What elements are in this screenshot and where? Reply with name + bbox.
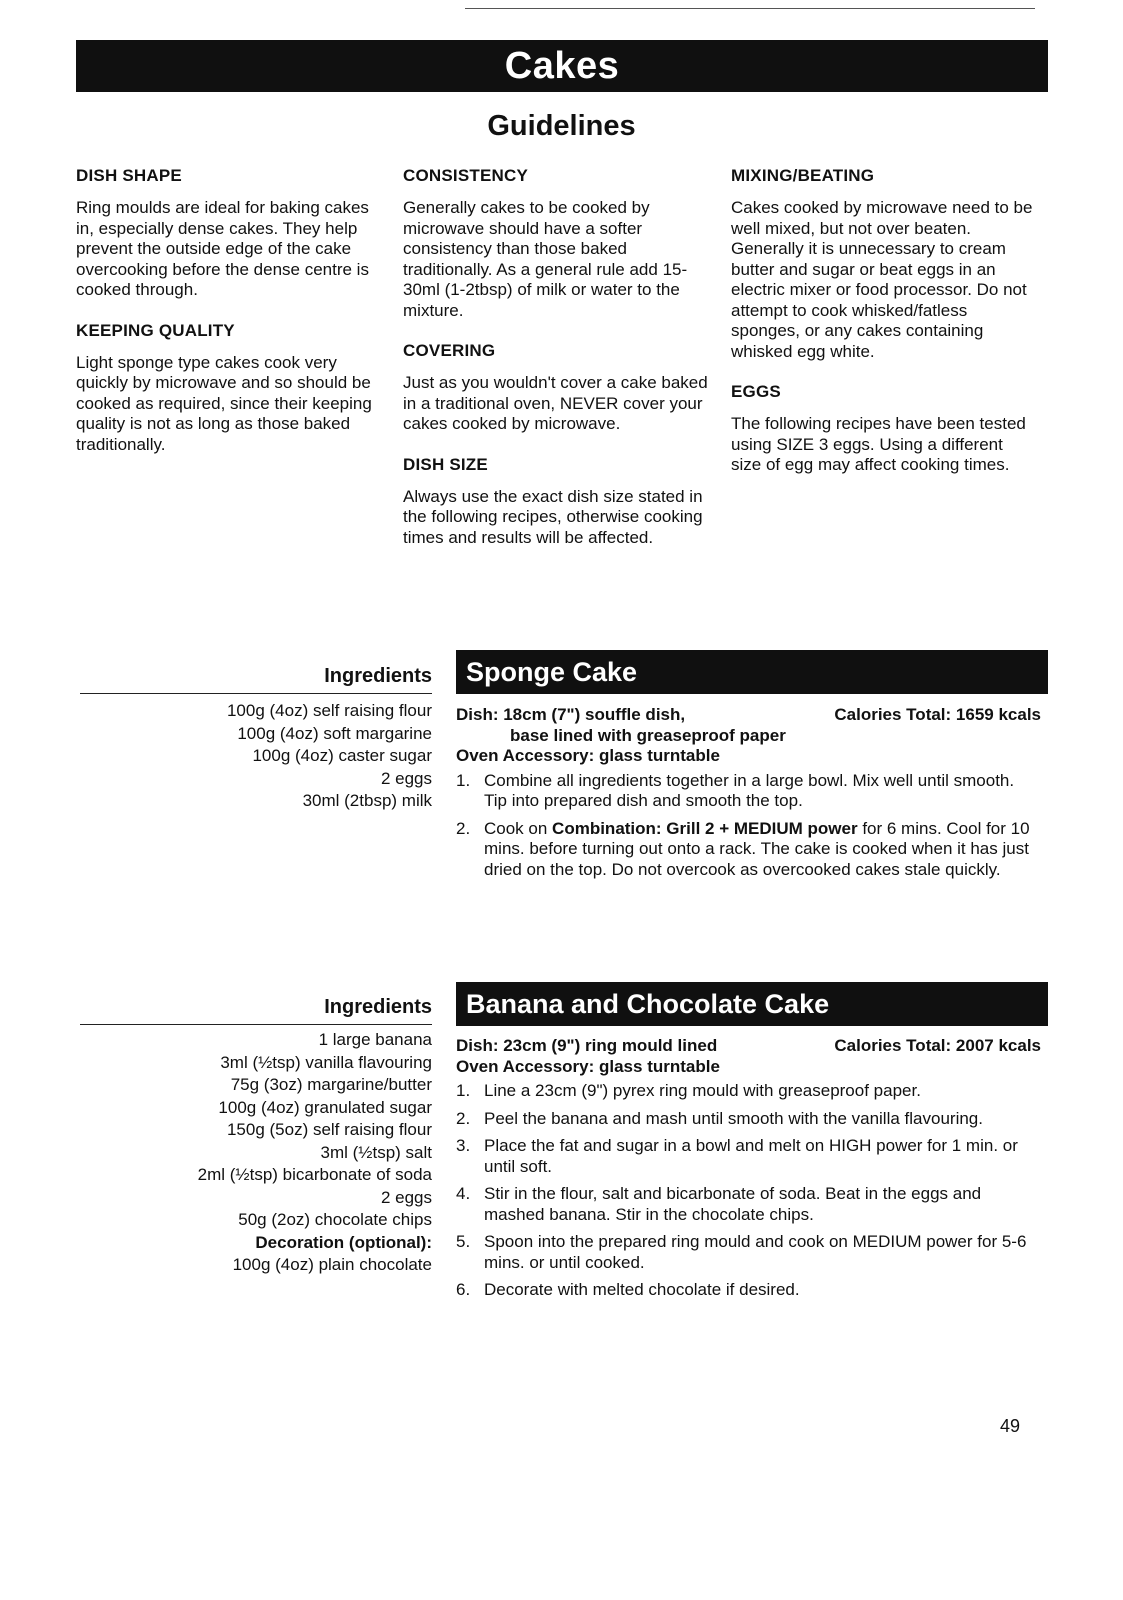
keeping-quality-heading: KEEPING QUALITY [76,320,235,340]
step-number: 1. [456,770,471,790]
dish-size-heading: DISH SIZE [403,454,488,474]
dish-size-text: Always use the exact dish size stated in the following recipes, otherwise cooking times and results will be affected. [403,486,703,547]
sponge-cake-method [456,705,1041,887]
banana-steps [456,1081,1041,1301]
step-number: 2. [456,1108,471,1128]
ingredient-item: 2 eggs [380,768,432,788]
guidelines-column-1 [76,166,381,475]
method-step [456,1280,1041,1301]
decoration-label: Decoration (optional): [255,1232,432,1252]
consistency-text: Generally cakes to be cooked by microwave should have a softer consistency than those baked traditionally. As a general rule add 15-30ml (1-2tbsp) of milk or water to the mixture. [403,198,688,320]
method-step [456,819,1041,881]
mixing-beating-heading: MIXING/BEATING [731,166,875,185]
sponge-accessory: Oven Accessory: glass turntable [456,746,720,765]
banana-dish-line [456,1036,1041,1057]
sponge-steps [456,771,1041,881]
covering-text: Just as you wouldn't cover a cake baked in a traditional oven, NEVER cover your cakes cooked by microwave. [403,373,708,433]
step-number: 3. [456,1136,471,1155]
dish-shape-heading: DISH SHAPE [76,166,182,185]
sponge-ingredients-rule [80,693,432,694]
step-text: Peel the banana and mash until smooth with the vanilla flavouring. [484,1108,983,1128]
step-text: Spoon into the prepared ring mould and cook on MEDIUM power for 5-6 mins. or until cooked. [484,1232,1027,1272]
decoration-item: 100g (4oz) plain chocolate [232,1255,432,1274]
mixing-beating-text: Cakes cooked by microwave need to be well mixed, but not over beaten. Generally it is unnecessary to cream butter and sugar or beat eggs in an electric mixer or food processor. Do not attempt to cook whisked/fatless sponges, or any cakes containing whisked egg white. [731,198,1033,361]
banana-ingredients-list [76,1029,432,1277]
step-number: 2. [456,818,471,838]
step-text: Place the fat and sugar in a bowl and melt on HIGH power for 1 min. or until soft. [484,1136,1018,1176]
method-step [456,1136,1041,1177]
ingredient-item: 2ml (½tsp) bicarbonate of soda [197,1165,432,1184]
keeping-quality-text: Light sponge type cakes cook very quickly by microwave and so should be cooked as required, since their keeping quality is not as long as those baked traditionally. [76,352,372,454]
ingredient-item: 75g (3oz) margarine/butter [230,1075,432,1094]
banana-cake-method [456,1036,1041,1308]
top-rule [465,8,1035,9]
guidelines-title: Guidelines [487,110,636,142]
method-step [456,1109,1041,1130]
ingredient-item: 100g (4oz) caster sugar [252,746,432,765]
sponge-dish-line [456,705,1041,726]
sponge-dish: Dish: 18cm (7") souffle dish, [456,705,686,724]
method-step [456,1232,1041,1273]
banana-ingredients-rule [80,1024,432,1025]
method-step [456,1081,1041,1102]
step-text: Combine all ingredients together in a large bowl. Mix well until smooth. Tip into prepared dish and smooth the top. [484,770,1015,810]
covering-heading: COVERING [403,341,496,360]
cakes-banner [76,40,1048,92]
ingredient-item: 3ml (½tsp) salt [320,1142,432,1162]
ingredient-item: 30ml (2tbsp) milk [302,791,432,810]
method-step [456,771,1041,812]
dish-shape-text: Ring moulds are ideal for baking cakes in, especially dense cakes. They help prevent the outside edge of the cake overcooking before the dense centre is cooked through. [76,198,369,299]
page-number: 49 [1000,1416,1021,1436]
sponge-cake-title-bar [456,650,1048,694]
banana-accessory: Oven Accessory: glass turntable [456,1056,720,1076]
step-text: Cook on Combination: Grill 2 + MEDIUM power for 6 mins. Cool for 10 mins. before turning out onto a rack. The cake is cooked when it has just dried on the top. Do not overcook as overcooked cakes stale quickly. [484,818,1030,879]
ingredient-item: 50g (2oz) chocolate chips [238,1210,432,1229]
step-text: Line a 23cm (9") pyrex ring mould with greaseproof paper. [484,1081,921,1100]
banana-calories: Calories Total: 2007 kcals [834,1036,1041,1055]
method-step [456,1184,1041,1225]
eggs-heading: EGGS [731,382,781,401]
banana-cake-title-bar [456,982,1048,1026]
eggs-text: The following recipes have been tested using SIZE 3 eggs. Using a different size of egg may affect cooking times. [731,414,1026,474]
step-number: 4. [456,1184,471,1203]
ingredient-item: 100g (4oz) self raising flour [226,701,432,720]
banner-title: Cakes [504,44,620,87]
ingredient-item: 100g (4oz) granulated sugar [218,1097,432,1117]
sponge-calories: Calories Total: 1659 kcals [834,705,1041,724]
sponge-ingredients-list [76,700,432,813]
ingredient-item: 3ml (½tsp) vanilla flavouring [220,1052,432,1072]
consistency-heading: CONSISTENCY [403,166,528,185]
guidelines-column-2 [403,166,708,568]
combination-setting: Combination: Grill 2 + MEDIUM power [552,818,858,838]
sponge-ingredients-heading: Ingredients [324,665,432,687]
step-number: 1. [456,1081,471,1100]
ingredient-item: 100g (4oz) soft margarine [237,723,432,743]
step-number: 5. [456,1232,471,1251]
banana-dish: Dish: 23cm (9") ring mould lined [456,1036,718,1055]
step-number: 6. [456,1280,471,1299]
sponge-cake-title: Sponge Cake [466,656,638,687]
guidelines-column-3 [731,166,1036,496]
sponge-dish-cont: base lined with greaseproof paper [510,725,786,745]
ingredient-item: 2 eggs [380,1187,432,1207]
ingredient-item: 1 large banana [318,1030,432,1049]
ingredient-item: 150g (5oz) self raising flour [226,1120,432,1139]
step-text: Decorate with melted chocolate if desired. [484,1280,800,1299]
banana-ingredients-heading: Ingredients [324,996,432,1018]
step-text: Stir in the flour, salt and bicarbonate of soda. Beat in the eggs and mashed banana. Stir in the chocolate chips. [484,1184,982,1224]
banana-cake-title: Banana and Chocolate Cake [466,988,830,1019]
